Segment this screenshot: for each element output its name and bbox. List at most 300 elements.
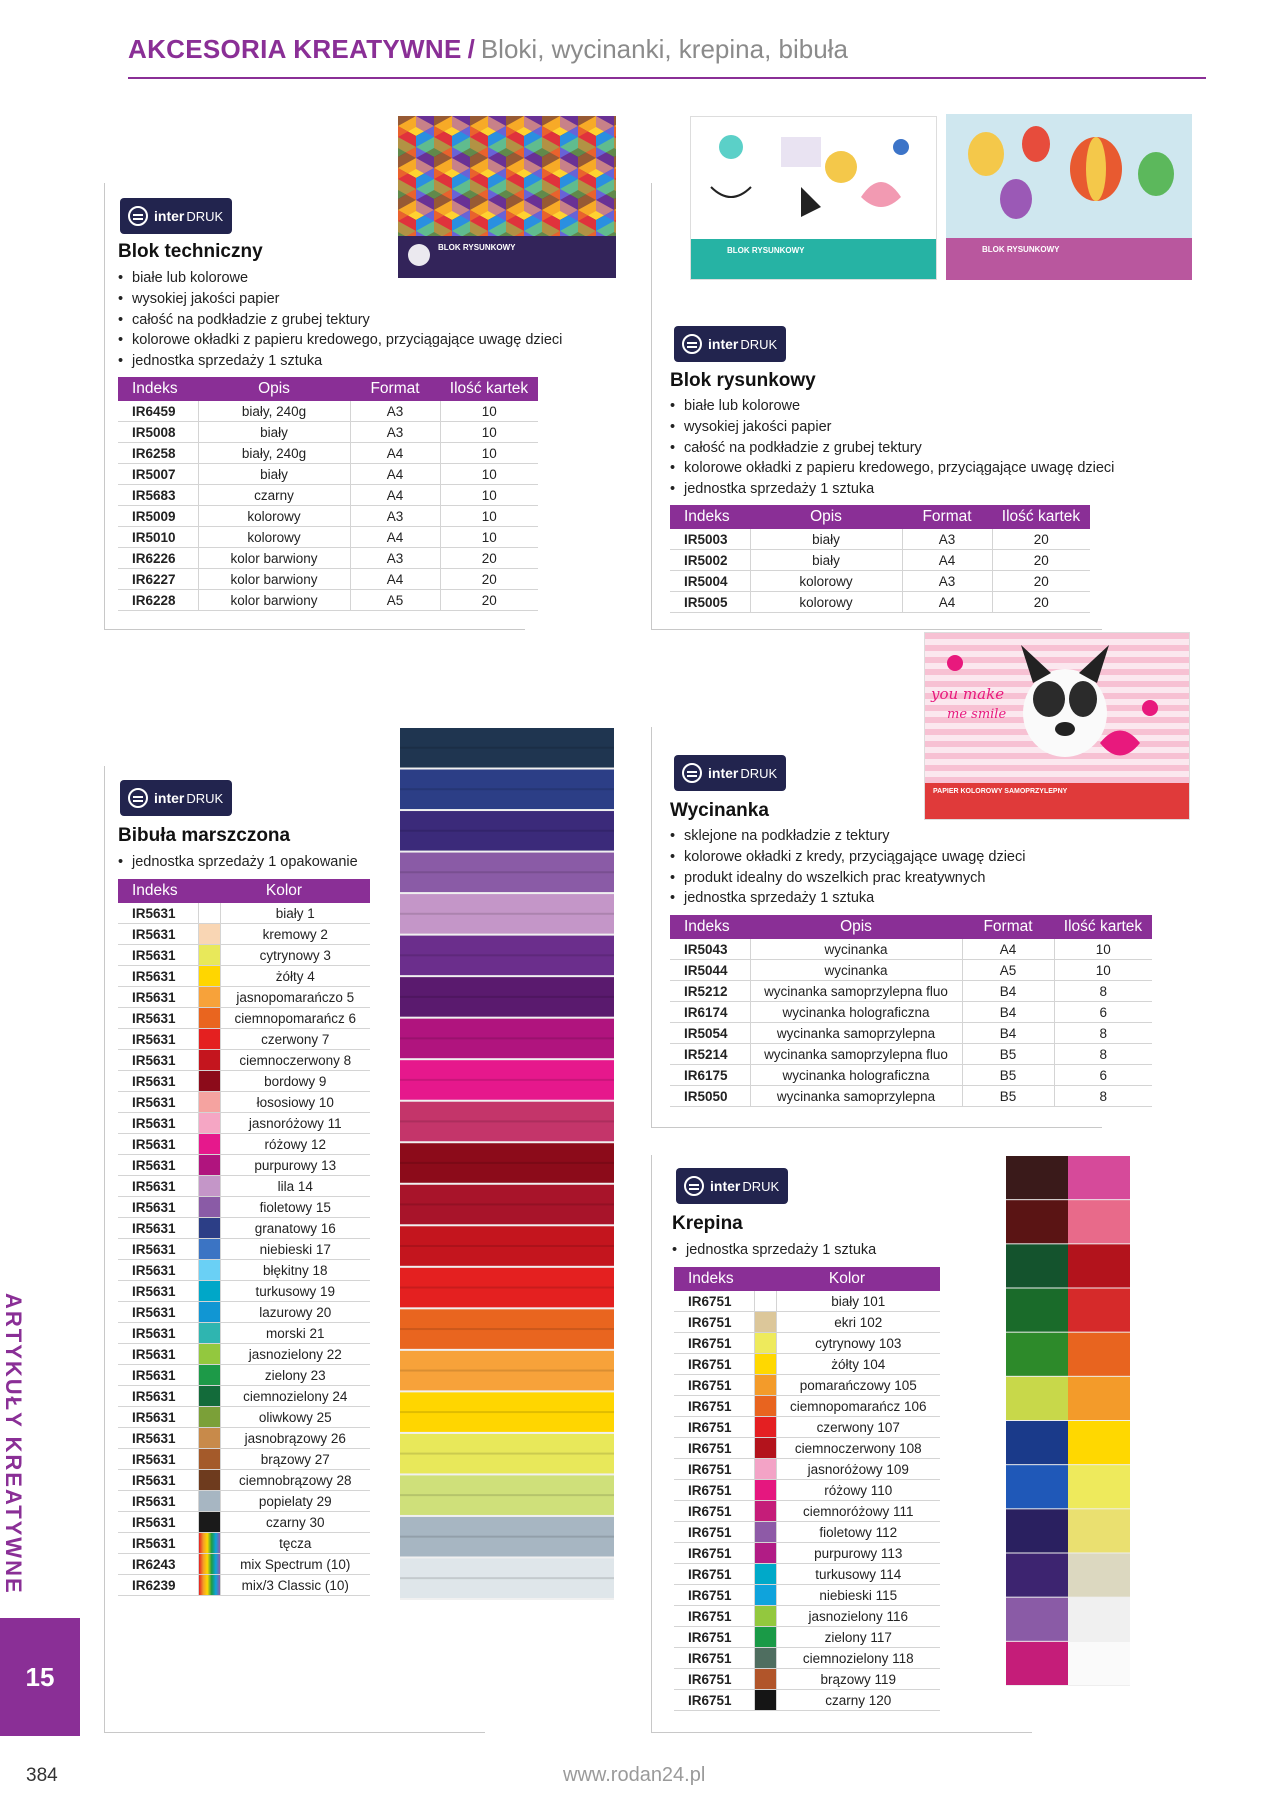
table-row [118, 1428, 370, 1449]
cell-indeks: IR5631 [118, 1512, 198, 1533]
crepe-layer-texture [400, 1203, 614, 1205]
krepina-title: Krepina [672, 1213, 743, 1234]
feature-item: • wysokiej jakości papier [118, 289, 562, 310]
color-swatch [198, 1407, 220, 1428]
cell-kolor: różowy 110 [776, 1480, 940, 1501]
cell-indeks: IR6751 [674, 1543, 754, 1564]
cell-kolor: turkusowy 114 [776, 1564, 940, 1585]
crepe-roll [1068, 1642, 1130, 1685]
color-swatch-fill [199, 1365, 220, 1385]
table-row [118, 506, 538, 527]
table-row [670, 1002, 1152, 1023]
table-header-row [670, 505, 1090, 529]
color-swatch-fill [199, 1554, 220, 1574]
crepe-layer-texture [400, 1286, 614, 1288]
table-row [670, 981, 1152, 1002]
table-row [674, 1648, 940, 1669]
feature-item: • kolorowe okładki z papieru kredowego, przyciągające uwagę dzieci [118, 330, 562, 351]
cell-indeks: IR6751 [674, 1438, 754, 1459]
cell-opis: biały, 240g [198, 443, 350, 464]
cell-indeks: IR5631 [118, 1134, 198, 1155]
color-swatch [198, 1218, 220, 1239]
table-row [118, 966, 370, 987]
crepe-layer-texture [400, 1120, 614, 1122]
table-row [118, 1134, 370, 1155]
col-header-kolor: Kolor [198, 879, 370, 903]
color-swatch [198, 1365, 220, 1386]
cell-format: B4 [962, 981, 1054, 1002]
cell-kolor: fioletowy 15 [220, 1197, 370, 1218]
color-swatch-fill [199, 1512, 220, 1532]
logo-text-bold: inter [708, 336, 739, 352]
cell-kolor: brązowy 119 [776, 1669, 940, 1690]
col-header-kolor: Kolor [754, 1267, 940, 1291]
cell-indeks: IR6175 [670, 1065, 750, 1086]
color-swatch-fill [755, 1480, 776, 1500]
cell-indeks: IR5050 [670, 1086, 750, 1107]
cell-kolor: oliwkowy 25 [220, 1407, 370, 1428]
wycinanka-cover-text-1: you make [931, 685, 1005, 703]
cell-kolor: lila 14 [220, 1176, 370, 1197]
table-row [674, 1417, 940, 1438]
cell-indeks: IR6751 [674, 1312, 754, 1333]
cell-indeks: IR6751 [674, 1459, 754, 1480]
table-row [118, 1008, 370, 1029]
color-swatch-fill [199, 1260, 220, 1280]
color-swatch [754, 1312, 776, 1333]
cell-kolor: mix Spectrum (10) [220, 1554, 370, 1575]
cell-kolor: jasnozielony 116 [776, 1606, 940, 1627]
cell-kolor: morski 21 [220, 1323, 370, 1344]
crepe-layer-texture [400, 996, 614, 998]
color-swatch-fill [199, 1281, 220, 1301]
feature-item: • jednostka sprzedaży 1 sztuka [672, 1240, 876, 1261]
cell-kolor: lazurowy 20 [220, 1302, 370, 1323]
section-page-badge: 15 [0, 1618, 80, 1736]
cell-format: A3 [350, 401, 440, 422]
crepe-roll [1068, 1465, 1130, 1508]
crepe-roll [1006, 1421, 1068, 1464]
table-row [118, 1491, 370, 1512]
cell-indeks: IR5631 [118, 1533, 198, 1554]
cell-indeks: IR6228 [118, 590, 198, 611]
crepe-layer-texture [400, 871, 614, 873]
color-swatch [198, 966, 220, 987]
cell-indeks: IR5631 [118, 1386, 198, 1407]
col-header-ilosc: Ilość kartek [992, 505, 1090, 529]
table-header-row [118, 879, 370, 903]
col-header-indeks: Indeks [670, 505, 750, 529]
color-swatch-fill [755, 1669, 776, 1689]
logo-text-bold: inter [708, 765, 739, 781]
cell-ilosc: 8 [1054, 981, 1152, 1002]
cell-kolor: ciemnoczerwony 108 [776, 1438, 940, 1459]
crepe-rolls-image [1006, 1156, 1130, 1686]
table-row [674, 1354, 940, 1375]
cell-indeks: IR6751 [674, 1606, 754, 1627]
color-swatch-fill [199, 1197, 220, 1217]
cell-format: A3 [902, 571, 992, 592]
cell-indeks: IR6258 [118, 443, 198, 464]
page-number: 384 [26, 1765, 58, 1786]
blok-rysunkowy-cover-image-1 [690, 116, 937, 280]
cell-format: A4 [350, 485, 440, 506]
color-swatch [198, 1533, 220, 1554]
cell-indeks: IR5010 [118, 527, 198, 548]
wycinanka-table-body [670, 939, 1152, 1107]
cell-kolor: ciemnoczerwony 8 [220, 1050, 370, 1071]
cell-kolor: jasnobrązowy 26 [220, 1428, 370, 1449]
table-row [118, 1050, 370, 1071]
color-swatch [754, 1375, 776, 1396]
cell-kolor: jasnozielony 22 [220, 1344, 370, 1365]
cell-kolor: biały 101 [776, 1291, 940, 1312]
table-row [674, 1291, 940, 1312]
wycinanka-cover-image [924, 632, 1190, 820]
cell-ilosc: 20 [440, 548, 538, 569]
color-swatch-fill [199, 1575, 220, 1595]
color-swatch-fill [755, 1312, 776, 1332]
color-swatch-fill [755, 1690, 776, 1710]
cell-indeks: IR5631 [118, 1281, 198, 1302]
color-swatch [198, 1050, 220, 1071]
cell-indeks: IR5043 [670, 939, 750, 960]
crepe-roll [1068, 1598, 1130, 1641]
table-row [118, 422, 538, 443]
crepe-roll [1006, 1200, 1068, 1243]
cell-kolor: czerwony 7 [220, 1029, 370, 1050]
crepe-layer-texture [400, 1494, 614, 1496]
table-row [118, 1407, 370, 1428]
cell-kolor: ciemnobrązowy 28 [220, 1470, 370, 1491]
color-swatch [198, 1176, 220, 1197]
table-row [674, 1564, 940, 1585]
cell-kolor: żółty 4 [220, 966, 370, 987]
cell-indeks: IR5631 [118, 1428, 198, 1449]
krepina-table [674, 1267, 940, 1711]
color-swatch [754, 1606, 776, 1627]
table-row [118, 1281, 370, 1302]
cell-opis: biały [198, 422, 350, 443]
cell-ilosc: 10 [1054, 960, 1152, 981]
cell-kolor: fioletowy 112 [776, 1522, 940, 1543]
feature-item: • jednostka sprzedaży 1 sztuka [670, 888, 1025, 909]
cell-indeks: IR5631 [118, 1029, 198, 1050]
crepe-roll [1068, 1554, 1130, 1597]
feature-item: • jednostka sprzedaży 1 opakowanie [118, 852, 358, 873]
feature-item: • jednostka sprzedaży 1 sztuka [118, 351, 562, 372]
table-row [674, 1543, 940, 1564]
table-row [118, 1239, 370, 1260]
color-swatch-fill [755, 1417, 776, 1437]
interdruk-logo-icon [682, 763, 702, 783]
logo-text-thin: DRUK [186, 208, 224, 224]
cell-kolor: ciemnopomarańcz 6 [220, 1008, 370, 1029]
feature-item: • sklejone na podkładzie z tektury [670, 826, 1025, 847]
color-swatch [198, 1155, 220, 1176]
color-swatch [754, 1564, 776, 1585]
table-row [670, 960, 1152, 981]
table-row [674, 1606, 940, 1627]
cell-kolor: ciemnoróżowy 111 [776, 1501, 940, 1522]
color-swatch [754, 1690, 776, 1711]
blok-rysunkowy-cover-image-2 [946, 114, 1192, 280]
color-swatch-fill [755, 1459, 776, 1479]
krepina-rolls-image [1006, 1156, 1130, 1686]
logo-text-thin: DRUK [740, 765, 778, 781]
crepe-roll [1068, 1421, 1130, 1464]
cell-indeks: IR5002 [670, 550, 750, 571]
color-swatch-fill [199, 1008, 220, 1028]
table-row [118, 527, 538, 548]
crepe-roll [1006, 1377, 1068, 1420]
table-row [670, 1044, 1152, 1065]
table-row [118, 1512, 370, 1533]
color-swatch [754, 1354, 776, 1375]
col-header-indeks: Indeks [118, 879, 198, 903]
table-row [674, 1459, 940, 1480]
cell-kolor: zielony 23 [220, 1365, 370, 1386]
color-swatch [198, 1344, 220, 1365]
feature-item: • całość na podkładzie z grubej tektury [670, 438, 1114, 459]
table-row [674, 1627, 940, 1648]
color-swatch-fill [199, 1407, 220, 1427]
logo-text-bold: inter [154, 208, 185, 224]
cell-indeks: IR6751 [674, 1333, 754, 1354]
cell-kolor: granatowy 16 [220, 1218, 370, 1239]
cell-kolor: niebieski 17 [220, 1239, 370, 1260]
cell-opis: kolor barwiony [198, 590, 350, 611]
color-swatch-fill [199, 966, 220, 986]
crepe-layer-texture [400, 1577, 614, 1579]
wycinanka-cover-text-2: me smile [947, 707, 1007, 722]
cell-kolor: łososiowy 10 [220, 1092, 370, 1113]
cell-format: B5 [962, 1044, 1054, 1065]
color-swatch [198, 1281, 220, 1302]
cell-opis: biały, 240g [198, 401, 350, 422]
bibula-features [118, 852, 358, 873]
table-row [118, 548, 538, 569]
cell-indeks: IR5631 [118, 1050, 198, 1071]
cell-ilosc: 20 [440, 590, 538, 611]
color-swatch-fill [199, 1533, 220, 1553]
blok-rysunkowy-title: Blok rysunkowy [670, 370, 816, 391]
color-swatch [198, 1134, 220, 1155]
cubes-pattern-image [398, 116, 616, 278]
cell-indeks: IR6751 [674, 1669, 754, 1690]
crepe-layer-texture [400, 1245, 614, 1247]
interdruk-logo [674, 755, 786, 791]
color-swatch-fill [199, 1344, 220, 1364]
cell-opis: kolorowy [198, 506, 350, 527]
cell-indeks: IR5631 [118, 1176, 198, 1197]
cell-indeks: IR6751 [674, 1291, 754, 1312]
table-row [674, 1480, 940, 1501]
cell-indeks: IR6751 [674, 1627, 754, 1648]
cell-indeks: IR5631 [118, 1344, 198, 1365]
table-row [118, 924, 370, 945]
col-header-opis: Opis [750, 915, 962, 939]
color-swatch [754, 1585, 776, 1606]
crepe-roll [1068, 1377, 1130, 1420]
color-swatch [754, 1396, 776, 1417]
interdruk-logo [674, 326, 786, 362]
cell-indeks: IR6751 [674, 1375, 754, 1396]
color-swatch-fill [199, 1071, 220, 1091]
cell-indeks: IR5631 [118, 1449, 198, 1470]
table-row [118, 590, 538, 611]
color-swatch [198, 1071, 220, 1092]
color-swatch-fill [199, 1386, 220, 1406]
color-swatch [198, 1449, 220, 1470]
color-swatch-fill [755, 1375, 776, 1395]
crepe-roll [1068, 1244, 1130, 1287]
cell-kolor: biały 1 [220, 903, 370, 924]
cell-indeks: IR5631 [118, 1491, 198, 1512]
logo-text-bold: inter [710, 1178, 741, 1194]
feature-item: • kolorowe okładki z papieru kredowego, przyciągające uwagę dzieci [670, 458, 1114, 479]
cell-opis: wycinanka holograficzna [750, 1002, 962, 1023]
crepe-layer-texture [400, 913, 614, 915]
crepe-layer-texture [400, 954, 614, 956]
color-swatch [754, 1459, 776, 1480]
color-swatch [198, 1302, 220, 1323]
color-swatch-fill [199, 924, 220, 944]
table-row [118, 1344, 370, 1365]
crepe-layer-texture [400, 1536, 614, 1538]
logo-text-thin: DRUK [740, 336, 778, 352]
crepe-roll [1006, 1156, 1068, 1199]
table-header-row [670, 915, 1152, 939]
blok-techniczny-title: Blok techniczny [118, 241, 263, 262]
table-row [118, 1323, 370, 1344]
color-swatch-fill [199, 1113, 220, 1133]
cell-kolor: turkusowy 19 [220, 1281, 370, 1302]
cell-indeks: IR5631 [118, 966, 198, 987]
table-row [118, 1470, 370, 1491]
website-link[interactable]: www.rodan24.pl [563, 1764, 706, 1786]
table-row [118, 569, 538, 590]
color-swatch [754, 1480, 776, 1501]
cell-indeks: IR5631 [118, 1302, 198, 1323]
color-swatch [198, 1008, 220, 1029]
cell-indeks: IR6751 [674, 1564, 754, 1585]
cell-ilosc: 8 [1054, 1044, 1152, 1065]
cell-indeks: IR6751 [674, 1417, 754, 1438]
color-swatch [754, 1543, 776, 1564]
color-swatch [198, 1029, 220, 1050]
cell-indeks: IR6243 [118, 1554, 198, 1575]
col-header-opis: Opis [750, 505, 902, 529]
feature-item: • wysokiej jakości papier [670, 417, 1114, 438]
cell-format: A3 [350, 506, 440, 527]
cell-ilosc: 10 [440, 443, 538, 464]
color-swatch-fill [755, 1396, 776, 1416]
color-swatch [198, 1386, 220, 1407]
wycinanka-title: Wycinanka [670, 800, 769, 821]
cell-opis: biały [198, 464, 350, 485]
header-separator: / [467, 34, 475, 64]
color-swatch-fill [199, 1092, 220, 1112]
crepe-layer-texture [400, 747, 614, 749]
cell-indeks: IR5631 [118, 1155, 198, 1176]
cell-opis: kolor barwiony [198, 569, 350, 590]
color-swatch [198, 1428, 220, 1449]
blok-rysunkowy-cover-label-2: BLOK RYSUNKOWY [982, 245, 1060, 254]
color-swatch-fill [199, 1134, 220, 1154]
cell-format: A3 [350, 548, 440, 569]
logo-text-thin: DRUK [742, 1178, 780, 1194]
interdruk-logo-icon [128, 206, 148, 226]
table-row [674, 1438, 940, 1459]
table-row [670, 550, 1090, 571]
cell-format: A4 [350, 464, 440, 485]
color-swatch-fill [755, 1564, 776, 1584]
table-row [670, 1023, 1152, 1044]
table-row [674, 1396, 940, 1417]
feature-item: • produkt idealny do wszelkich prac kreatywnych [670, 868, 1025, 889]
crepe-roll [1006, 1598, 1068, 1641]
cell-opis: kolorowy [750, 571, 902, 592]
cell-indeks: IR6459 [118, 401, 198, 422]
table-row [674, 1585, 940, 1606]
cell-ilosc: 10 [440, 464, 538, 485]
color-swatch-fill [755, 1522, 776, 1542]
cell-kolor: ciemnopomarańcz 106 [776, 1396, 940, 1417]
cell-indeks: IR6751 [674, 1480, 754, 1501]
cell-opis: biały [750, 529, 902, 550]
feature-item: • kolorowe okładki z kredy, przyciągające uwagę dzieci [670, 847, 1025, 868]
table-row [118, 945, 370, 966]
cell-indeks: IR6751 [674, 1522, 754, 1543]
col-header-format: Format [350, 377, 440, 401]
crepe-roll [1068, 1333, 1130, 1376]
cell-indeks: IR5003 [670, 529, 750, 550]
cell-ilosc: 10 [440, 422, 538, 443]
cell-indeks: IR5631 [118, 1071, 198, 1092]
table-row [118, 987, 370, 1008]
cell-format: A4 [962, 939, 1054, 960]
cell-kolor: kremowy 2 [220, 924, 370, 945]
table-row [118, 1071, 370, 1092]
cell-kolor: ekri 102 [776, 1312, 940, 1333]
cell-opis: kolor barwiony [198, 548, 350, 569]
col-header-ilosc: Ilość kartek [440, 377, 538, 401]
cell-format: A5 [350, 590, 440, 611]
table-row [118, 1197, 370, 1218]
feature-item: • całość na podkładzie z grubej tektury [118, 310, 562, 331]
color-swatch [754, 1333, 776, 1354]
color-swatch-fill [755, 1606, 776, 1626]
color-swatch-fill [755, 1438, 776, 1458]
cell-kolor: ciemnozielony 118 [776, 1648, 940, 1669]
cell-indeks: IR5631 [118, 903, 198, 924]
header-divider [128, 77, 1206, 79]
color-swatch-fill [755, 1648, 776, 1668]
table-row [118, 1218, 370, 1239]
interdruk-logo [676, 1168, 788, 1204]
cell-kolor: żółty 104 [776, 1354, 940, 1375]
color-swatch-fill [199, 1176, 220, 1196]
table-row [670, 571, 1090, 592]
color-swatch [198, 903, 220, 924]
cell-opis: wycinanka holograficzna [750, 1065, 962, 1086]
table-row [674, 1501, 940, 1522]
cell-indeks: IR6751 [674, 1396, 754, 1417]
cell-ilosc: 10 [440, 485, 538, 506]
interdruk-logo [120, 198, 232, 234]
color-swatch-fill [199, 1302, 220, 1322]
